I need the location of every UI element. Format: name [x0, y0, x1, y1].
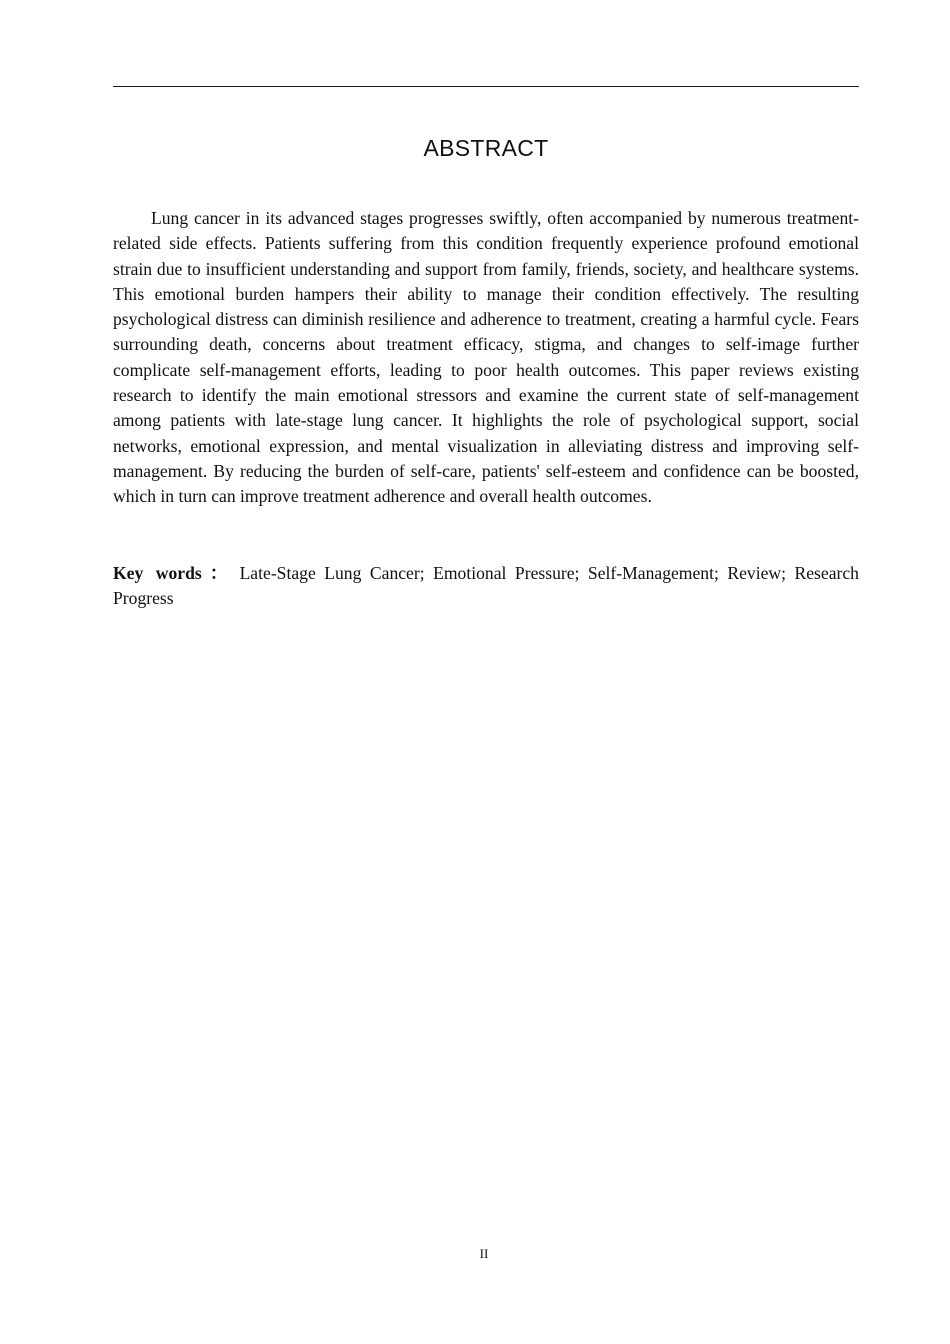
abstract-title: ABSTRACT	[423, 135, 549, 161]
keywords-label: Key words	[113, 563, 202, 583]
page-number: II	[479, 1246, 489, 1261]
keywords-list: Late-Stage Lung Cancer; Emotional Pressure; Self-Management; Review; Research Progress	[113, 563, 859, 608]
header-rule	[113, 86, 859, 87]
abstract-body: Lung cancer in its advanced stages progresses swiftly, often accompanied by numerous treatment-related side effects. Patients suffering from this condition frequently experience profound emotional strain due to insufficient understanding and support from family, friends, society, and healthcare systems. This emotional burden hampers their ability to manage their condition effectively. The resulting psychological distress can diminish resilience and adherence to treatment, creating a harmful cycle. Fears surrounding death, concerns about treatment efficacy, stigma, and changes to self-image further complicate self-management efforts, leading to poor health outcomes. This paper reviews existing research to identify the main emotional stressors and examine the current state of self-management among patients with late-stage lung cancer. It highlights the role of psychological support, social networks, emotional expression, and mental visualization in alleviating distress and improving self-management. By reducing the burden of self-care, patients' self-esteem and confidence can be boosted, which in turn can improve treatment adherence and overall health outcomes.	[113, 208, 859, 507]
keywords-paragraph	[113, 561, 859, 611]
keywords-separator: ：	[205, 563, 232, 583]
